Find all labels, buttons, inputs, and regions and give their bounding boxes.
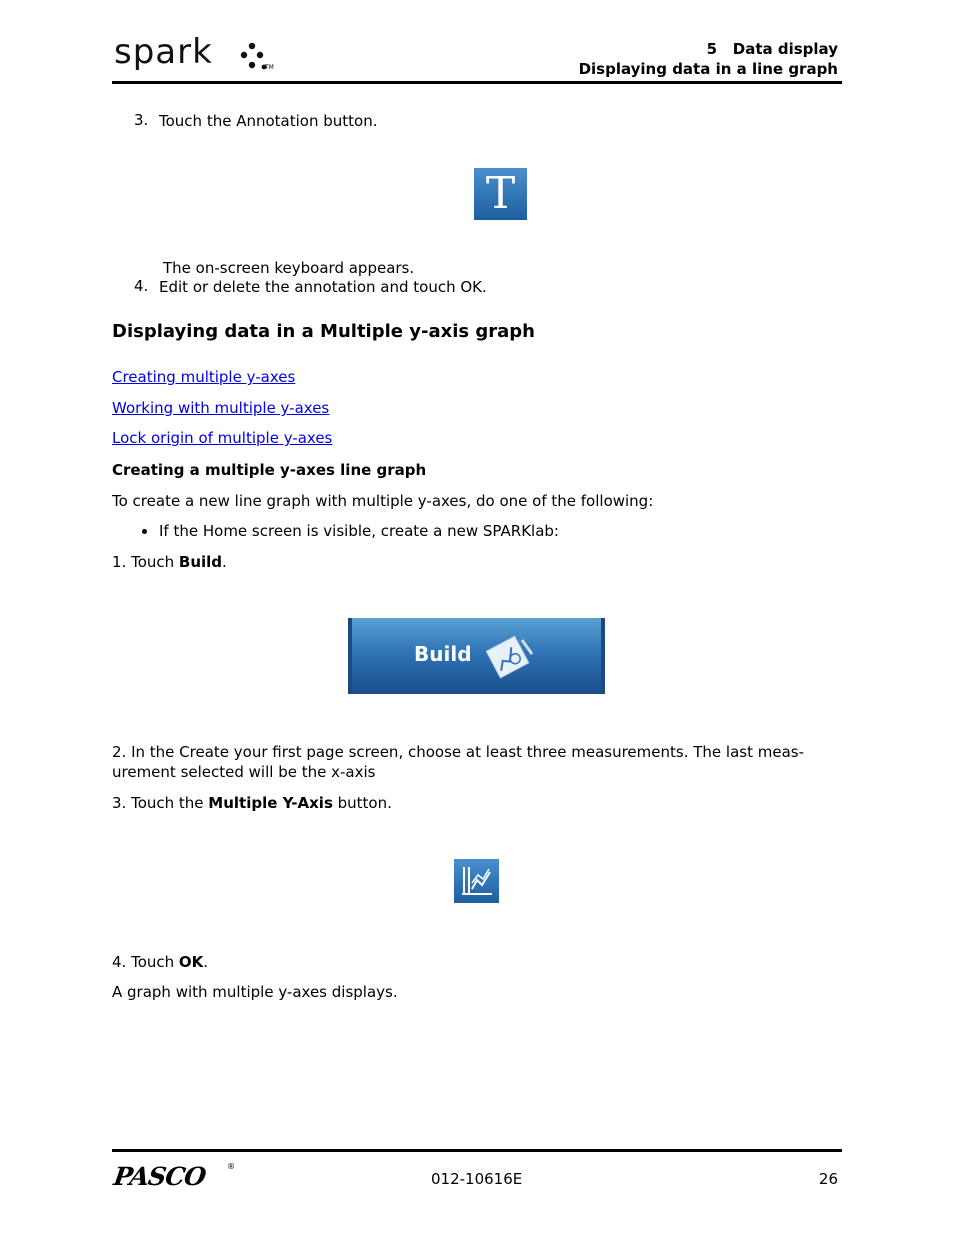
step-4-post: . xyxy=(203,953,209,971)
spark-logo xyxy=(112,32,282,76)
multi-axis-graph-icon xyxy=(458,863,495,899)
bullet-dot xyxy=(142,529,147,534)
annotation-letter: T xyxy=(485,168,516,219)
step-1-bold: Build xyxy=(178,553,223,571)
step-text: Edit or delete the annotation and touch OK. xyxy=(159,278,487,296)
step-4-pre: 4. Touch xyxy=(112,953,179,971)
trademark-mark: TM xyxy=(265,64,274,71)
step-2-line2: urement selected will be the x-axis xyxy=(112,763,376,781)
step-4 xyxy=(112,953,208,971)
doc-number: 012-10616E xyxy=(431,1170,523,1188)
link-lock-origin[interactable]: Lock origin of multiple y-axes xyxy=(112,429,333,447)
step-3-bold: Multiple Y-Axis xyxy=(208,794,333,812)
header-chapter: 5 Data display xyxy=(706,40,838,58)
pasco-logo xyxy=(112,1162,237,1192)
keyboard-note: The on-screen keyboard appears. xyxy=(163,259,415,277)
step-3 xyxy=(112,794,392,812)
page-number: 26 xyxy=(818,1170,838,1188)
subheading: Creating a multiple y-axes line graph xyxy=(112,461,427,479)
bullet-text: If the Home screen is visible, create a new SPARKlab: xyxy=(159,522,559,540)
intro-text: To create a new line graph with multiple y-axes, do one of the following: xyxy=(112,492,654,510)
multiple-y-axis-icon xyxy=(454,859,499,903)
result-text: A graph with multiple y-axes displays. xyxy=(112,983,398,1001)
build-label: Build xyxy=(414,642,472,666)
step-1-post: . xyxy=(222,553,227,571)
step-4-bold: OK xyxy=(178,953,204,971)
step-text: Touch the Annotation button. xyxy=(159,112,378,130)
link-working-with-multiple-y-axes[interactable]: Working with multiple y-axes xyxy=(112,399,330,417)
footer-rule xyxy=(112,1149,842,1152)
section-heading: Displaying data in a Multiple y-axis graph xyxy=(112,321,535,342)
step-number: 4. xyxy=(134,277,149,295)
link-creating-multiple-y-axes[interactable]: Creating multiple y-axes xyxy=(112,368,296,386)
step-3-post: button. xyxy=(332,794,392,812)
step-number: 3. xyxy=(134,111,149,129)
registered-mark: ® xyxy=(227,1162,235,1171)
build-document-icon xyxy=(480,630,540,684)
step-1-pre: 1. Touch xyxy=(112,553,179,571)
header-rule xyxy=(112,81,842,84)
pasco-logo-text: PASCO xyxy=(111,1162,208,1191)
build-button-image xyxy=(348,618,605,694)
step-1 xyxy=(112,553,227,571)
header-section: Displaying data in a line graph xyxy=(578,60,838,78)
step-2-line1: 2. In the Create your first page screen, choose at least three measurements. The last meas- xyxy=(112,743,804,761)
spark-logo-text: spark xyxy=(114,32,213,72)
annotation-button-icon xyxy=(474,168,527,220)
step-3-pre: 3. Touch the xyxy=(112,794,209,812)
